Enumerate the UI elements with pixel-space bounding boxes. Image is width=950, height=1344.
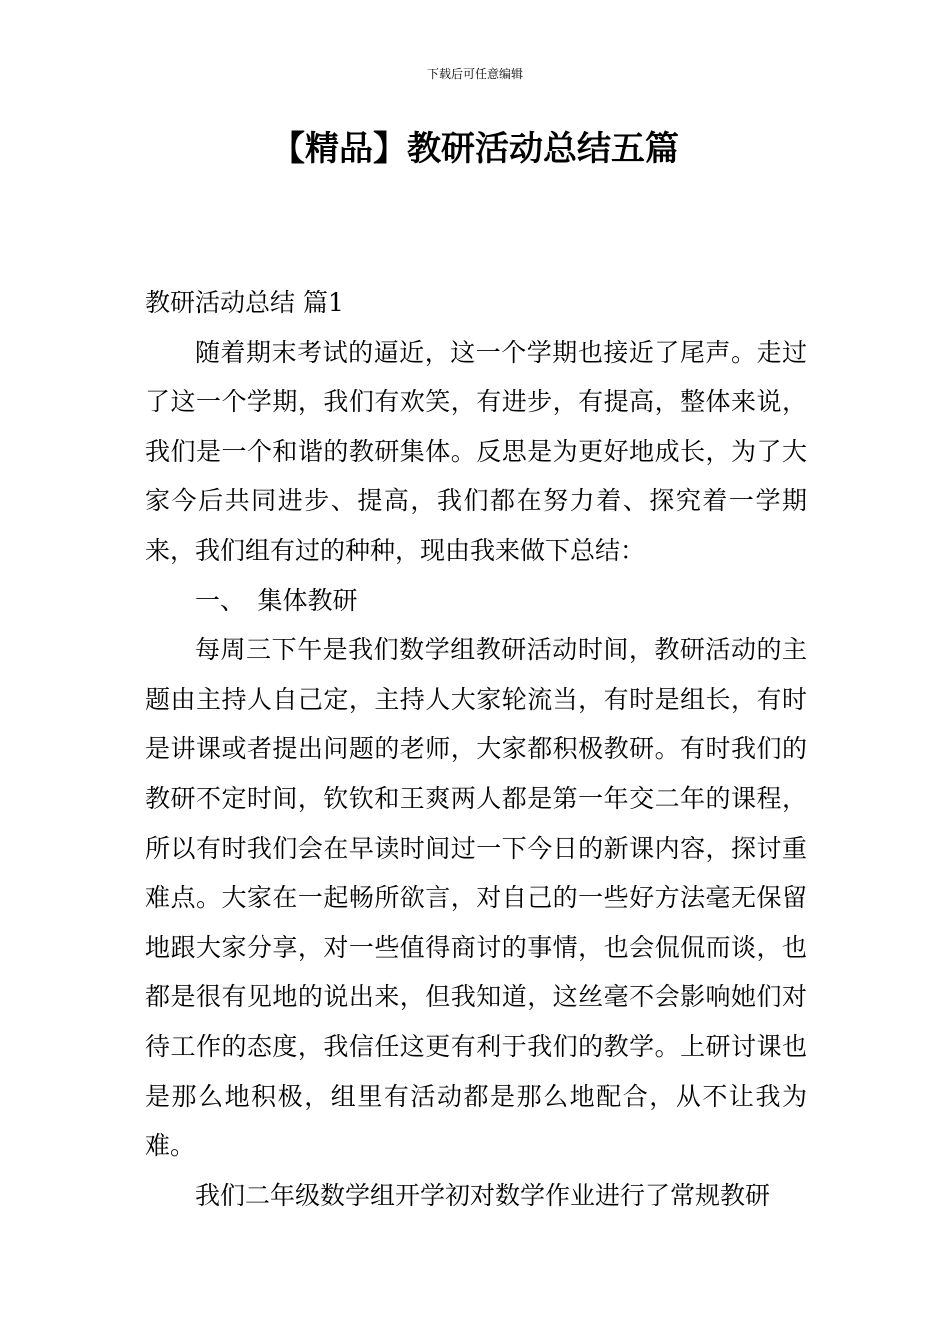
document-body bbox=[145, 278, 807, 1220]
page-header-note: 下载后可任意编辑 bbox=[426, 67, 523, 81]
section-heading: 教研活动总结 篇1 bbox=[145, 288, 344, 317]
paragraph-homework-research: 我们二年级数学组开学初对数学作业进行了常规教研 bbox=[195, 1180, 771, 1210]
paragraph-weekly-research: 每周三下午是我们数学组教研活动时间，教研活动的主题由主持人自己定，主持人大家轮流当，有时是组长，有时是讲课或者提出问题的老师，大家都积极教研。有时我们的教研不定时间，钦钦和王爽两人都是第一年交二年的课程，所以有时我们会在早读时间过一下今日的新课内容，探讨重难点。大家在一起畅所欲言，对自己的一些好方法毫无保留地跟大家分享，对一些值得商讨的事情，也会侃侃而谈，也都是很有见地的说出来，但我知道，这丝毫不会影响她们对待工作的态度，我信任这更有利于我们的教学。上研讨课也是那么地积极，组里有活动都是那么地配合，从不让我为难。 bbox=[145, 635, 807, 1161]
subheading-collective-research: 一、 集体教研 bbox=[195, 585, 358, 615]
document-title: 【精品】教研活动总结五篇 bbox=[271, 129, 679, 169]
paragraph-intro: 随着期末考试的逼近，这一个学期也接近了尾声。走过了这一个学期，我们有欢笑，有进步，有提高，整体来说，我们是一个和谐的教研集体。反思是为更好地成长，为了大家今后共同进步、提高，我们都在努力着、探究着一学期来，我们组有过的种种，现由我来做下总结： bbox=[145, 337, 807, 565]
